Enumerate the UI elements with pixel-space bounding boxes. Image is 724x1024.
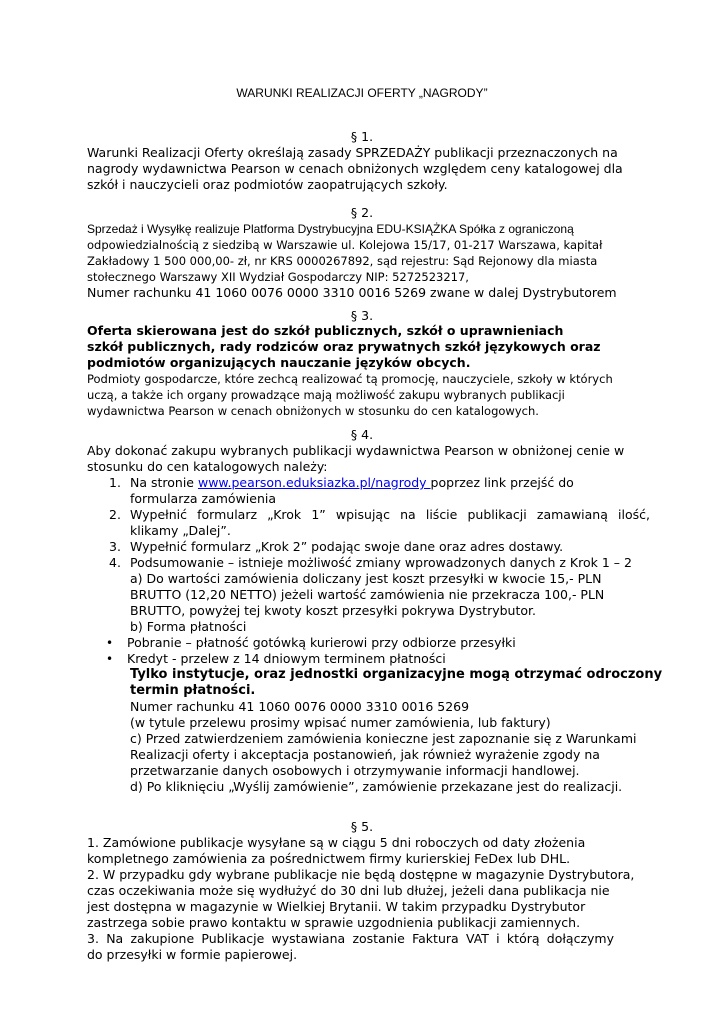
s4-item-4: Podsumowanie – istnieje możliwość zmiany wprowadzonych danych z Krok 1 – 2 [130,555,632,570]
s2-line: Sprzedaż i Wysyłkę realizuje Platforma Dystrybucyjna EDU-KSIĄŻKA Spółka z ograniczoną [87,222,574,236]
section-3-heading: § 3. [350,308,374,323]
s5-line: 1. Zamówione publikacje wysyłane są w ciągu 5 dni roboczych od daty złożenia [87,835,586,850]
s4-c-line: c) Przed zatwierdzeniem zamówienia konieczne jest zapoznanie się z Warunkami [130,731,637,746]
s2-line: odpowiedzialnością z siedzibą w Warszawie ul. Kolejowa 15/17, 01-217 Warszawa, kapitał [87,238,603,252]
s1-line: szkół i nauczycieli oraz podmiotów zaopatrujących szkoły. [87,177,448,192]
s4-item-number: 1. [109,475,121,490]
s5-item-3: 3. Na zakupione Publikacje wystawiana zostanie Faktura VAT i którą dołączymy [87,931,614,946]
s5-line: kompletnego zamówienia za pośrednictwem firmy kurierskiej FeDex lub DHL. [87,851,571,866]
s4-item-2-cont: klikamy „Dalej”. [130,523,231,538]
s4-item-4-line: BRUTTO, powyżej tej kwoty koszt przesyłki pokrywa Dystrybutor. [130,603,536,618]
s3-line: wydawnictwa Pearson w cenach obniżonych w stosunku do cen katalogowych. [87,404,539,418]
document-title: WARUNKI REALIZACJI OFERTY „NAGRODY” [236,86,488,100]
s4-d-line: d) Po kliknięciu „Wyślij zamówienie”, zamówienie przekazane jest do realizacji. [130,779,623,794]
s4-transfer-title-note: (w tytule przelewu prosimy wpisać numer zamówienia, lub faktury) [130,715,551,730]
s3-line: uczą, a także ich organy prowadzące mają możliwość zakupu wybranych publikacji [87,388,565,402]
nagrody-link[interactable]: www.pearson.eduksiazka.pl/nagrody [197,475,431,490]
s5-line: jest dostępna w magazynie w Wielkiej Brytanii. W takim przypadku Dystrybutor [87,899,586,914]
section-5-heading: § 5. [350,819,374,834]
s4-item-1-pre: Na stronie [130,475,198,490]
s4-item-1-post: poprzez link przejść do [430,475,574,490]
s4-bold-line: Tylko instytucje, oraz jednostki organizacyjne mogą otrzymać odroczony [130,667,663,682]
s5-line: 2. W przypadku gdy wybrane publikacje nie będą dostępne w magazynie Dystrybutora, [87,867,635,882]
s5-line: czas oczekiwania może się wydłużyć do 30 dni lub dłużej, jeżeli dana publikacja nie [87,883,610,898]
bullet-icon: • [106,652,114,666]
s4-c-line: przetwarzanie danych osobowych i otrzymywanie informacji handlowej. [130,763,580,778]
s4-item-4-line: BRUTTO (12,20 NETTO) jeżeli wartość zamówienia nie przekracza 100,- PLN [130,587,605,602]
s4-item-2: Wypełnić formularz „Krok 1” wpisując na liście publikacji zamawianą ilość, [130,507,650,522]
s4-item-number: 4. [109,555,121,570]
s4-item-3: Wypełnić formularz „Krok 2” podając swoje dane oraz adres dostawy. [130,539,564,554]
s5-line: zastrzega sobie prawo kontaktu w sprawie uzgodnienia publikacji zamiennych. [87,915,581,930]
s2-account-line: Numer rachunku 41 1060 0076 0000 3310 0016 5269 zwane w dalej Dystrybutorem [87,285,617,300]
s4-item-1 [130,475,574,491]
s3-bold-line: Oferta skierowana jest do szkół publicznych, szkół o uprawnieniach [87,323,564,338]
section-2-heading: § 2. [350,205,374,220]
s1-line: Warunki Realizacji Oferty określają zasady SPRZEDAŻY publikacji przeznaczonych na [87,145,618,160]
payment-option-cod: Pobranie – płatność gotówką kurierowi przy odbiorze przesyłki [127,635,516,650]
s3-bold-line: szkół publicznych, rady rodziców oraz prywatnych szkół językowych oraz [87,339,601,354]
s4-item-4-line: a) Do wartości zamówienia doliczany jest koszt przesyłki w kwocie 15,- PLN [130,571,602,586]
s4-item-number: 2. [109,507,121,522]
bullet-icon: • [106,636,114,650]
s4-item-4-line: b) Forma płatności [130,619,247,634]
s3-line: Podmioty gospodarcze, które zechcą realizować tą promocję, nauczyciele, szkoły w których [87,372,613,386]
payment-option-credit: Kredyt - przelew z 14 dniowym terminem płatności [127,651,446,666]
s4-bold-line: termin płatności. [130,683,256,698]
s4-c-line: Realizacji oferty i akceptacja postanowień, jak również wyrażenie zgody na [130,747,600,762]
s4-item-number: 3. [109,539,121,554]
s5-item-3-cont: do przesyłki w formie papierowej. [87,947,298,962]
section-1-heading: § 1. [350,129,374,144]
s4-intro-line: Aby dokonać zakupu wybranych publikacji wydawnictwa Pearson w obniżonej cenie w [87,443,625,458]
s4-account-line: Numer rachunku 41 1060 0076 0000 3310 0016 5269 [130,699,470,714]
s2-line: Zakładowy 1 500 000,00- zł, nr KRS 0000267892, sąd rejestru: Sąd Rejonowy dla miasta [87,254,598,268]
s2-line: stołecznego Warszawy XII Wydział Gospodarczy NIP: 5272523217, [87,270,469,284]
s4-intro-line: stosunku do cen katalogowych należy: [87,459,328,474]
s4-item-1-cont: formularza zamówienia [130,491,277,506]
s1-line: nagrody wydawnictwa Pearson w cenach obniżonych względem ceny katalogowej dla [87,161,623,176]
section-4-heading: § 4. [350,427,374,442]
s3-bold-line: podmiotów organizujących nauczanie języków obcych. [87,355,471,370]
